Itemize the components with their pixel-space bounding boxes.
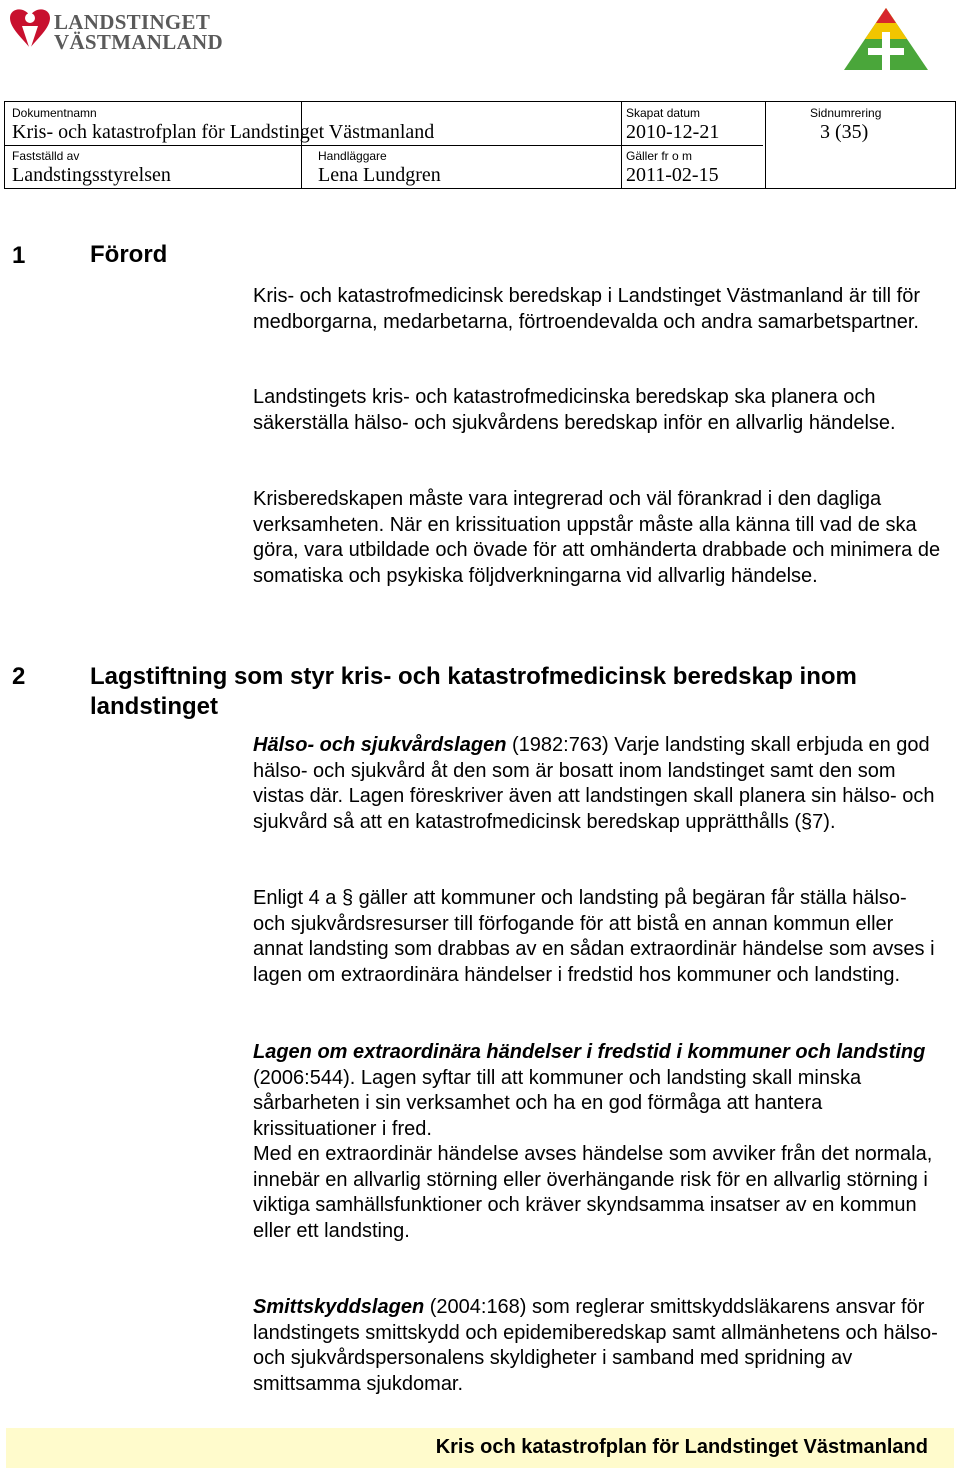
landstinget-logo bbox=[4, 4, 223, 60]
section-2-number: 2 bbox=[12, 663, 26, 690]
approved-by-value: Landstingsstyrelsen bbox=[12, 164, 171, 186]
valid-from-label: Gäller fr o m bbox=[626, 149, 693, 163]
law-2-text: (2006:544). Lagen syftar till att kommuner och landsting skall minska sårbarheten i sin verksamhet och ha en god förmåga att hantera krissituationer i fred. bbox=[253, 1066, 862, 1140]
doc-name-value: Kris- och katastrofplan för Landstinget Västmanland bbox=[12, 121, 435, 143]
section-1-paragraph-3: Krisberedskapen måste vara integrerad och väl förankrad i den dagliga verksamheten. När en krissituation uppstår måste alla känna till vad de ska göra, vara utbildade och övade för att omhänderta drabbade och minimera de somatiska och psykiska följdverkningarna vid allvarlig händelse. bbox=[253, 488, 941, 587]
law-2-paragraph bbox=[253, 1040, 943, 1244]
section-1-paragraph-1: Kris- och katastrofmedicinsk beredskap i Landstinget Västmanland är till för medborgarna, medarbetarna, förtroendevalda och andra samarbetspartner. bbox=[253, 285, 920, 333]
page-number-label: Sidnumrering bbox=[810, 106, 882, 120]
logo-wordmark bbox=[54, 12, 223, 52]
doc-name-label: Dokumentnamn bbox=[12, 106, 97, 120]
section-1-paragraph-2: Landstingets kris- och katastrofmedicinska beredskap ska planera och säkerställa hälso- och sjukvårdens beredskap inför en allvarlig händelse. bbox=[253, 386, 896, 434]
valid-from-value: 2011-02-15 bbox=[626, 164, 719, 186]
approved-by-label: Fastställd av bbox=[12, 149, 80, 163]
law-2-definition: Med en extraordinär händelse avses händelse som avviker från det normala, innebär en allvarlig störning eller överhängande risk för en allvarlig störning i viktiga samhällsfunktioner och kräver skyndsamma insatser av en kommun eller ett landsting. bbox=[253, 1143, 933, 1242]
law-1-paragraph bbox=[253, 733, 943, 835]
document-metadata-table bbox=[4, 101, 956, 189]
law-3-paragraph bbox=[253, 1295, 943, 1397]
handler-value: Lena Lundgren bbox=[318, 164, 441, 186]
law-3-text: (2004:168) som reglerar smittskyddsläkarens ansvar för landstingets smittskydd och epidemiberedskap samt allmänhetens och hälso- och sjukvårdspersonalens skyldigheter i samband med spridning av smittsamma sjukdomar. bbox=[253, 1296, 938, 1395]
triangle-emblem-icon bbox=[838, 4, 934, 74]
page-footer bbox=[6, 1428, 954, 1468]
section-1-title: Förord bbox=[90, 241, 168, 268]
section-1-number: 1 bbox=[12, 242, 26, 269]
logo-line-2: VÄSTMANLAND bbox=[54, 30, 223, 54]
footer-title: Kris och katastrofplan för Landstinget Västmanland bbox=[435, 1436, 928, 1458]
page-number-value: 3 (35) bbox=[820, 121, 869, 143]
law-3-name: Smittskyddslagen bbox=[253, 1296, 425, 1318]
law-1-name: Hälso- och sjukvårdslagen bbox=[253, 734, 507, 756]
law-1-paragraph-2: Enligt 4 a § gäller att kommuner och landsting på begäran får ställa hälso- och sjukvårdsresurser till förfogande för att bistå en annan kommun eller annat landsting som drabbas av en sådan extraordinär händelse som avses i lagen om extraordinära händelser i fredstid hos kommuner och landsting. bbox=[253, 887, 935, 986]
created-value: 2010-12-21 bbox=[626, 121, 720, 143]
logo-line-1: LANDSTINGET bbox=[54, 10, 211, 34]
handler-label: Handläggare bbox=[318, 149, 387, 163]
heart-person-icon bbox=[4, 4, 60, 60]
created-label: Skapat datum bbox=[626, 106, 701, 120]
law-2-name: Lagen om extraordinära händelser i fredstid i kommuner och landsting bbox=[253, 1041, 926, 1063]
section-2-title: Lagstiftning som styr kris- och katastrofmedicinsk beredskap inom landstinget bbox=[90, 663, 857, 720]
law-1-text: (1982:763) Varje landsting skall erbjuda en god hälso- och sjukvård åt den som är bosatt inom landstinget samt den som vistas där. Lagen föreskriver även att landstingen skall planera sin hälso- och sjukvård så att en katastrofmedicinsk beredskap upprätthålls (§7). bbox=[253, 734, 935, 833]
